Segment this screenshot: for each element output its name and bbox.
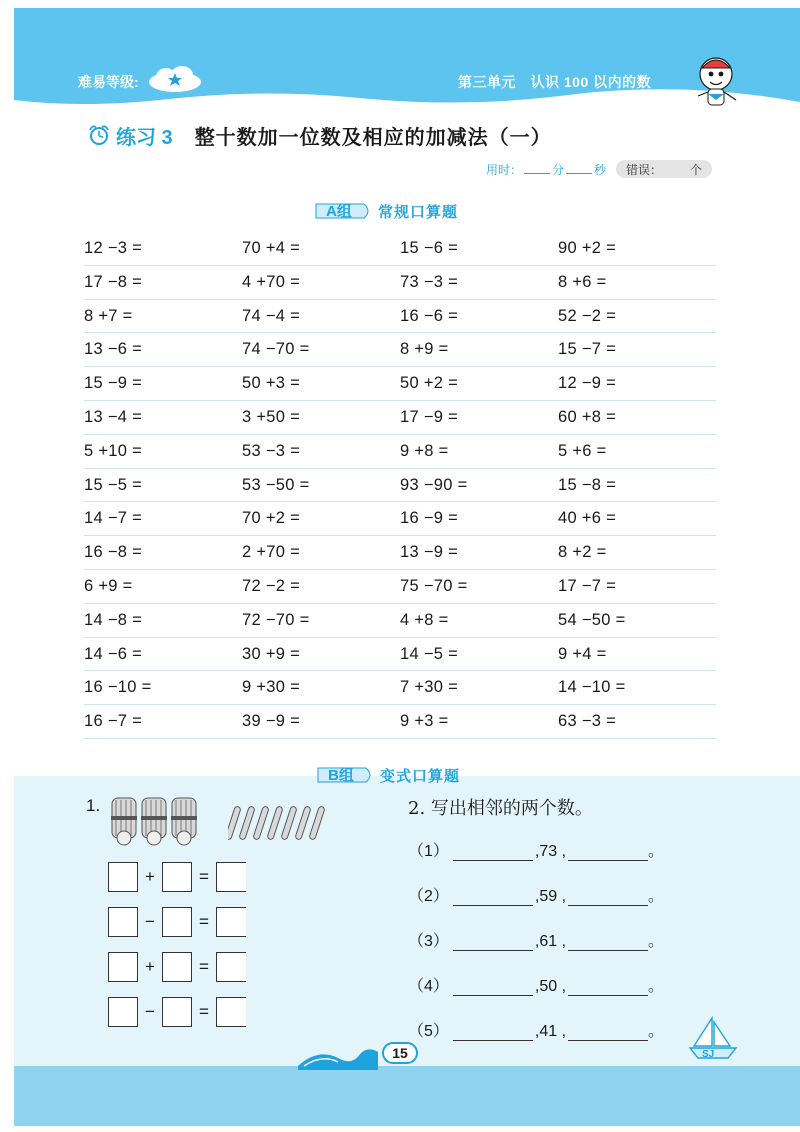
arithmetic-problem: 12 −9 = (558, 374, 617, 393)
answer-box[interactable] (108, 907, 138, 937)
problem-row (84, 604, 716, 638)
arithmetic-problem: 74 −4 = (242, 306, 301, 325)
arithmetic-problem: 70 +4 = (242, 239, 301, 257)
arithmetic-problem: 53 −3 = (242, 441, 301, 460)
problem-row (84, 536, 716, 570)
arithmetic-problem: 15 −7 = (558, 340, 617, 359)
answer-blank[interactable] (568, 1023, 648, 1041)
group-b-badge-text: B组 (328, 767, 354, 784)
group-b-header (314, 764, 460, 786)
arithmetic-problem: 9 +3 = (400, 712, 449, 731)
mental-math-grid (84, 232, 716, 739)
bundle-1 (111, 798, 137, 845)
mascot-icon (684, 52, 744, 112)
problem-row (84, 638, 716, 672)
answer-box[interactable] (162, 997, 192, 1027)
answer-blank[interactable] (568, 888, 648, 906)
given-number: ,73 , (534, 843, 567, 860)
answer-box[interactable] (216, 862, 246, 892)
arithmetic-problem: 72 −70 = (242, 610, 310, 629)
item-end: 。 (648, 1023, 665, 1040)
item-end: 。 (648, 843, 665, 860)
difficulty-label: 难易等级: (78, 74, 139, 90)
problem-row (84, 232, 716, 266)
problem-row (84, 266, 716, 300)
answer-blank[interactable] (453, 933, 533, 951)
unit-title: 第三单元 认识 100 以内的数 (458, 74, 652, 90)
arithmetic-problem: 9 +4 = (558, 644, 607, 663)
arithmetic-problem: 5 +10 = (84, 441, 143, 460)
alarm-clock-icon (88, 124, 110, 146)
arithmetic-problem: 50 +2 = (400, 374, 459, 393)
operator-sign: − (145, 1002, 155, 1021)
arithmetic-problem: 15 −5 = (84, 475, 143, 494)
problem-row (84, 367, 716, 401)
equals-sign: = (199, 867, 209, 886)
equation-row (108, 860, 246, 894)
arithmetic-problem: 60 +8 = (558, 407, 617, 426)
arithmetic-problem: 90 +2 = (558, 239, 617, 257)
arithmetic-problem: 7 +30 = (400, 678, 459, 697)
answer-blank[interactable] (568, 843, 648, 861)
item-index: （4） (408, 978, 449, 995)
arithmetic-problem: 4 +8 = (400, 610, 449, 629)
footer-band (14, 1066, 800, 1126)
neighbor-number-item (408, 928, 664, 951)
given-number: ,59 , (534, 888, 567, 905)
arithmetic-problem: 4 +70 = (242, 272, 301, 291)
arithmetic-problem: 16 −9 = (400, 509, 459, 528)
arithmetic-problem: 93 −90 = (400, 475, 468, 494)
arithmetic-problem: 53 −50 = (242, 475, 310, 494)
item-index: （5） (408, 1023, 449, 1040)
boat-text: SJ (702, 1049, 715, 1060)
time-record (486, 160, 712, 178)
arithmetic-problem: 16 −7 = (84, 712, 143, 731)
arithmetic-problem: 15 −9 = (84, 374, 143, 393)
group-b-title: 变式口算题 (380, 767, 461, 785)
answer-blank[interactable] (453, 1023, 533, 1041)
minute-blank (524, 164, 550, 174)
answer-box[interactable] (216, 952, 246, 982)
question-1-number: 1. (86, 796, 101, 815)
header-band (0, 0, 800, 110)
arithmetic-problem: 75 −70 = (400, 576, 468, 595)
neighbor-number-item (408, 973, 664, 996)
arithmetic-problem: 73 −3 = (400, 272, 459, 291)
error-label: 错误： (626, 162, 663, 177)
answer-box[interactable] (162, 952, 192, 982)
arithmetic-problem: 8 +6 = (558, 272, 607, 291)
item-end: 。 (648, 978, 665, 995)
arithmetic-problem: 74 −70 = (242, 340, 310, 359)
second-blank (566, 164, 592, 174)
equation-row (108, 905, 246, 939)
arithmetic-problem: 72 −2 = (242, 576, 301, 595)
arithmetic-problem: 17 −9 = (400, 407, 459, 426)
wave-icon (298, 1044, 378, 1070)
arithmetic-problem: 17 −7 = (558, 576, 617, 595)
equals-sign: = (199, 957, 209, 976)
arithmetic-problem: 14 −10 = (558, 678, 626, 697)
group-a-badge (312, 200, 374, 222)
arithmetic-problem: 15 −8 = (558, 475, 617, 494)
answer-blank[interactable] (453, 843, 533, 861)
problem-row (84, 300, 716, 334)
second-label: 秒 (594, 162, 607, 177)
arithmetic-problem: 14 −6 = (84, 644, 143, 663)
arithmetic-problem: 16 −6 = (400, 306, 459, 325)
arithmetic-problem: 2 +70 = (242, 543, 301, 562)
problem-row (84, 333, 716, 367)
arithmetic-problem: 52 −2 = (558, 306, 617, 325)
neighbor-number-item (408, 838, 664, 861)
arithmetic-problem: 15 −6 = (400, 239, 459, 257)
arithmetic-problem: 16 −8 = (84, 543, 143, 562)
sailboat-icon (688, 1016, 738, 1062)
problem-row (84, 435, 716, 469)
practice-label: 练习 3 (116, 126, 173, 149)
problem-row (84, 469, 716, 503)
group-a-header (312, 200, 458, 222)
arithmetic-problem: 9 +30 = (242, 678, 301, 697)
arithmetic-problem: 16 −10 = (84, 678, 152, 697)
operator-sign: + (145, 957, 155, 976)
arithmetic-problem: 70 +2 = (242, 509, 301, 528)
answer-blank[interactable] (568, 933, 648, 951)
stick-bundles-icon (106, 794, 206, 846)
arithmetic-problem: 5 +6 = (558, 441, 607, 460)
arithmetic-problem: 14 −8 = (84, 610, 143, 629)
time-label: 用时： (486, 162, 523, 177)
practice-title-row (88, 120, 552, 150)
arithmetic-problem: 8 +2 = (558, 543, 607, 562)
answer-box[interactable] (108, 997, 138, 1027)
arithmetic-problem: 8 +7 = (84, 306, 133, 325)
arithmetic-problem: 3 +50 = (242, 407, 301, 426)
operator-sign: + (145, 867, 155, 886)
item-index: （1） (408, 843, 449, 860)
answer-box[interactable] (108, 952, 138, 982)
arithmetic-problem: 39 −9 = (242, 712, 301, 731)
arithmetic-problem: 40 +6 = (558, 509, 617, 528)
item-index: （3） (408, 933, 449, 950)
item-index: （2） (408, 888, 449, 905)
arithmetic-problem: 30 +9 = (242, 644, 301, 663)
neighbor-number-item (408, 1018, 664, 1041)
arithmetic-problem: 17 −8 = (84, 272, 143, 291)
error-unit: 个 (690, 162, 703, 177)
answer-box[interactable] (162, 907, 192, 937)
arithmetic-problem: 8 +9 = (400, 340, 449, 359)
answer-blank[interactable] (453, 888, 533, 906)
arithmetic-problem: 12 −3 = (84, 239, 143, 257)
group-a-badge-text: A组 (326, 203, 352, 220)
header-band-shape (0, 0, 800, 110)
page-title: 整十数加一位数及相应的加减法（一） (194, 126, 552, 149)
problem-row (84, 671, 716, 705)
answer-box[interactable] (216, 907, 246, 937)
operator-sign: − (145, 912, 155, 931)
arithmetic-problem: 63 −3 = (558, 712, 617, 731)
equals-sign: = (199, 912, 209, 931)
arithmetic-problem: 9 +8 = (400, 441, 449, 460)
equation-row (108, 950, 246, 984)
item-end: 。 (648, 933, 665, 950)
neighbor-number-item (408, 883, 664, 906)
equals-sign: = (199, 1002, 209, 1021)
answer-box[interactable] (108, 862, 138, 892)
bundle-3 (171, 798, 197, 845)
answer-blank[interactable] (453, 978, 533, 996)
question-2-title: 2. 写出相邻的两个数。 (408, 798, 593, 819)
problem-row (84, 570, 716, 604)
problem-row (84, 401, 716, 435)
single-sticks-icon (228, 800, 328, 842)
arithmetic-problem: 13 −4 = (84, 407, 143, 426)
arithmetic-problem: 13 −6 = (84, 340, 143, 359)
answer-box[interactable] (162, 862, 192, 892)
answer-blank[interactable] (568, 978, 648, 996)
problem-row (84, 705, 716, 739)
arithmetic-problem: 50 +3 = (242, 374, 301, 393)
item-end: 。 (648, 888, 665, 905)
cloud-star-icon (146, 65, 204, 93)
given-number: ,41 , (534, 1023, 567, 1040)
arithmetic-problem: 14 −5 = (400, 644, 459, 663)
group-b-badge (314, 764, 376, 786)
group-a-title: 常规口算题 (378, 203, 459, 221)
minute-label: 分 (552, 162, 565, 177)
arithmetic-problem: 13 −9 = (400, 543, 459, 562)
arithmetic-problem: 6 +9 = (84, 576, 133, 595)
bundle-2 (141, 798, 167, 845)
page-number: 15 (382, 1042, 418, 1064)
arithmetic-problem: 14 −7 = (84, 509, 143, 528)
arithmetic-problem: 54 −50 = (558, 610, 626, 629)
given-number: ,50 , (534, 978, 567, 995)
error-count-pill (616, 160, 712, 178)
given-number: ,61 , (534, 933, 567, 950)
problem-row (84, 502, 716, 536)
equation-row (108, 995, 246, 1029)
answer-box[interactable] (216, 997, 246, 1027)
